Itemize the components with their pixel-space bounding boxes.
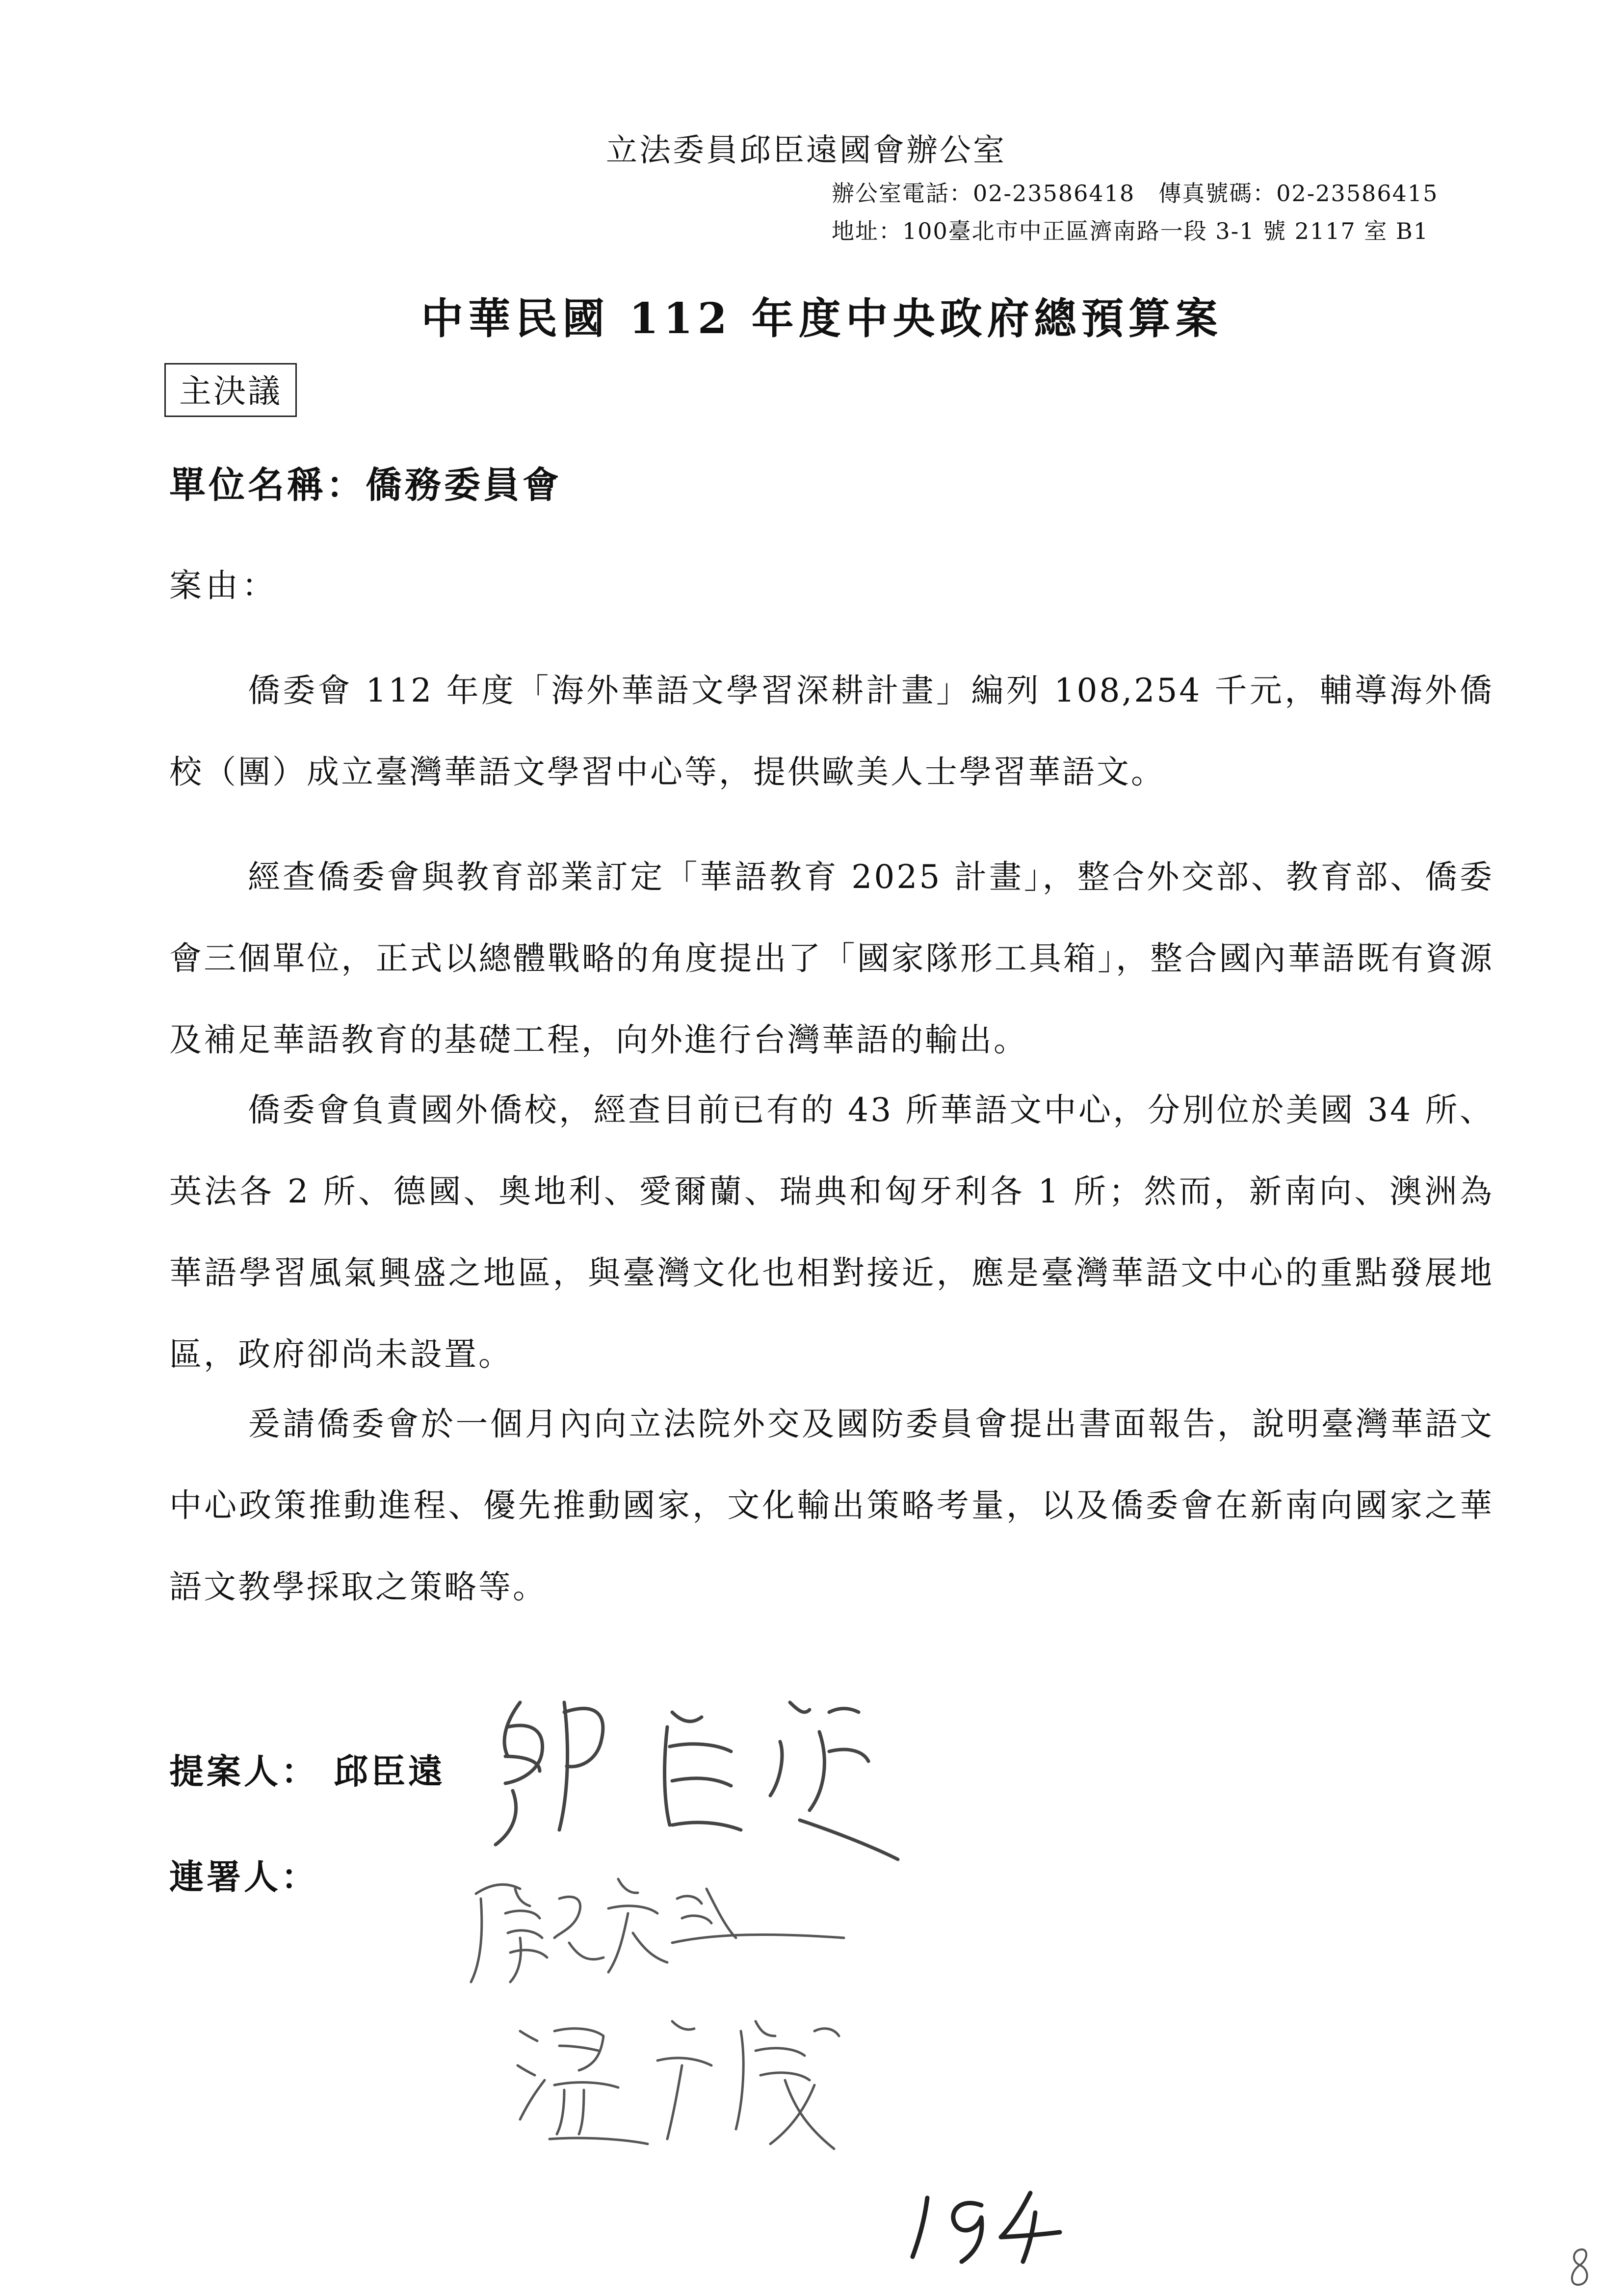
reason-paragraph-4: 爰請僑委會於一個月內向立法院外交及國防委員會提出書面報告，說明臺灣華語文中心政策推動進程、優先推動國家，文化輸出策略考量，以及僑委會在新南向國家之華語文教學採取之策略等。: [169, 1405, 1494, 1606]
corner-mark-handwritten: [1565, 2244, 1595, 2289]
reason-paragraph-3: 僑委會負責國外僑校，經查目前已有的 43 所華語文中心，分別位於美國 34 所、英法各 2 所、德國、奧地利、愛爾蘭、瑞典和匈牙利各 1 所；然而，新南向、澳洲為華語學習風氣興盛之地區，與臺灣文化也相對接近，應是臺灣華語文中心的重點發展地區，政府卻尚未設置。: [169, 1091, 1494, 1373]
reason-label: 案由：: [169, 567, 278, 604]
reason-paragraph-2: 經查僑委會與教育部業訂定「華語教育 2025 計畫」，整合外交部、教育部、僑委會三個單位，正式以總體戰略的角度提出了「國家隊形工具箱」，整合國內華語既有資源及補足華語教育的基礎工程，向外進行台灣華語的輸出。: [169, 858, 1494, 1059]
cosigner-signature-1: [461, 1859, 854, 1992]
cosigner-signature-2: [510, 2002, 883, 2164]
proposer-label: 提案人：: [169, 1751, 318, 1792]
office-phone-line: 辦公室電話：02-23586418 傳真號碼：02-23586415: [832, 180, 1439, 207]
page-number-handwritten: [908, 2183, 1070, 2267]
cosigner-label: 連署人：: [169, 1856, 318, 1897]
proposer-name: 邱臣遠: [334, 1751, 445, 1792]
unit-name: 單位名稱：僑務委員會: [169, 464, 562, 506]
office-title: 立法委員邱臣遠國會辦公室: [606, 132, 1006, 169]
office-address-line: 地址：100臺北市中正區濟南路一段 3-1 號 2117 室 B1: [832, 218, 1429, 244]
document-title: 中華民國 112 年度中央政府總預算案: [421, 294, 1223, 343]
reason-paragraph-1: 僑委會 112 年度「海外華語文學習深耕計畫」編列 108,254 千元，輔導海外僑校（團）成立臺灣華語文學習中心等，提供歐美人士學習華語文。: [169, 672, 1494, 791]
resolution-type-badge: 主決議: [164, 363, 297, 417]
proposer-signature: [486, 1683, 903, 1869]
